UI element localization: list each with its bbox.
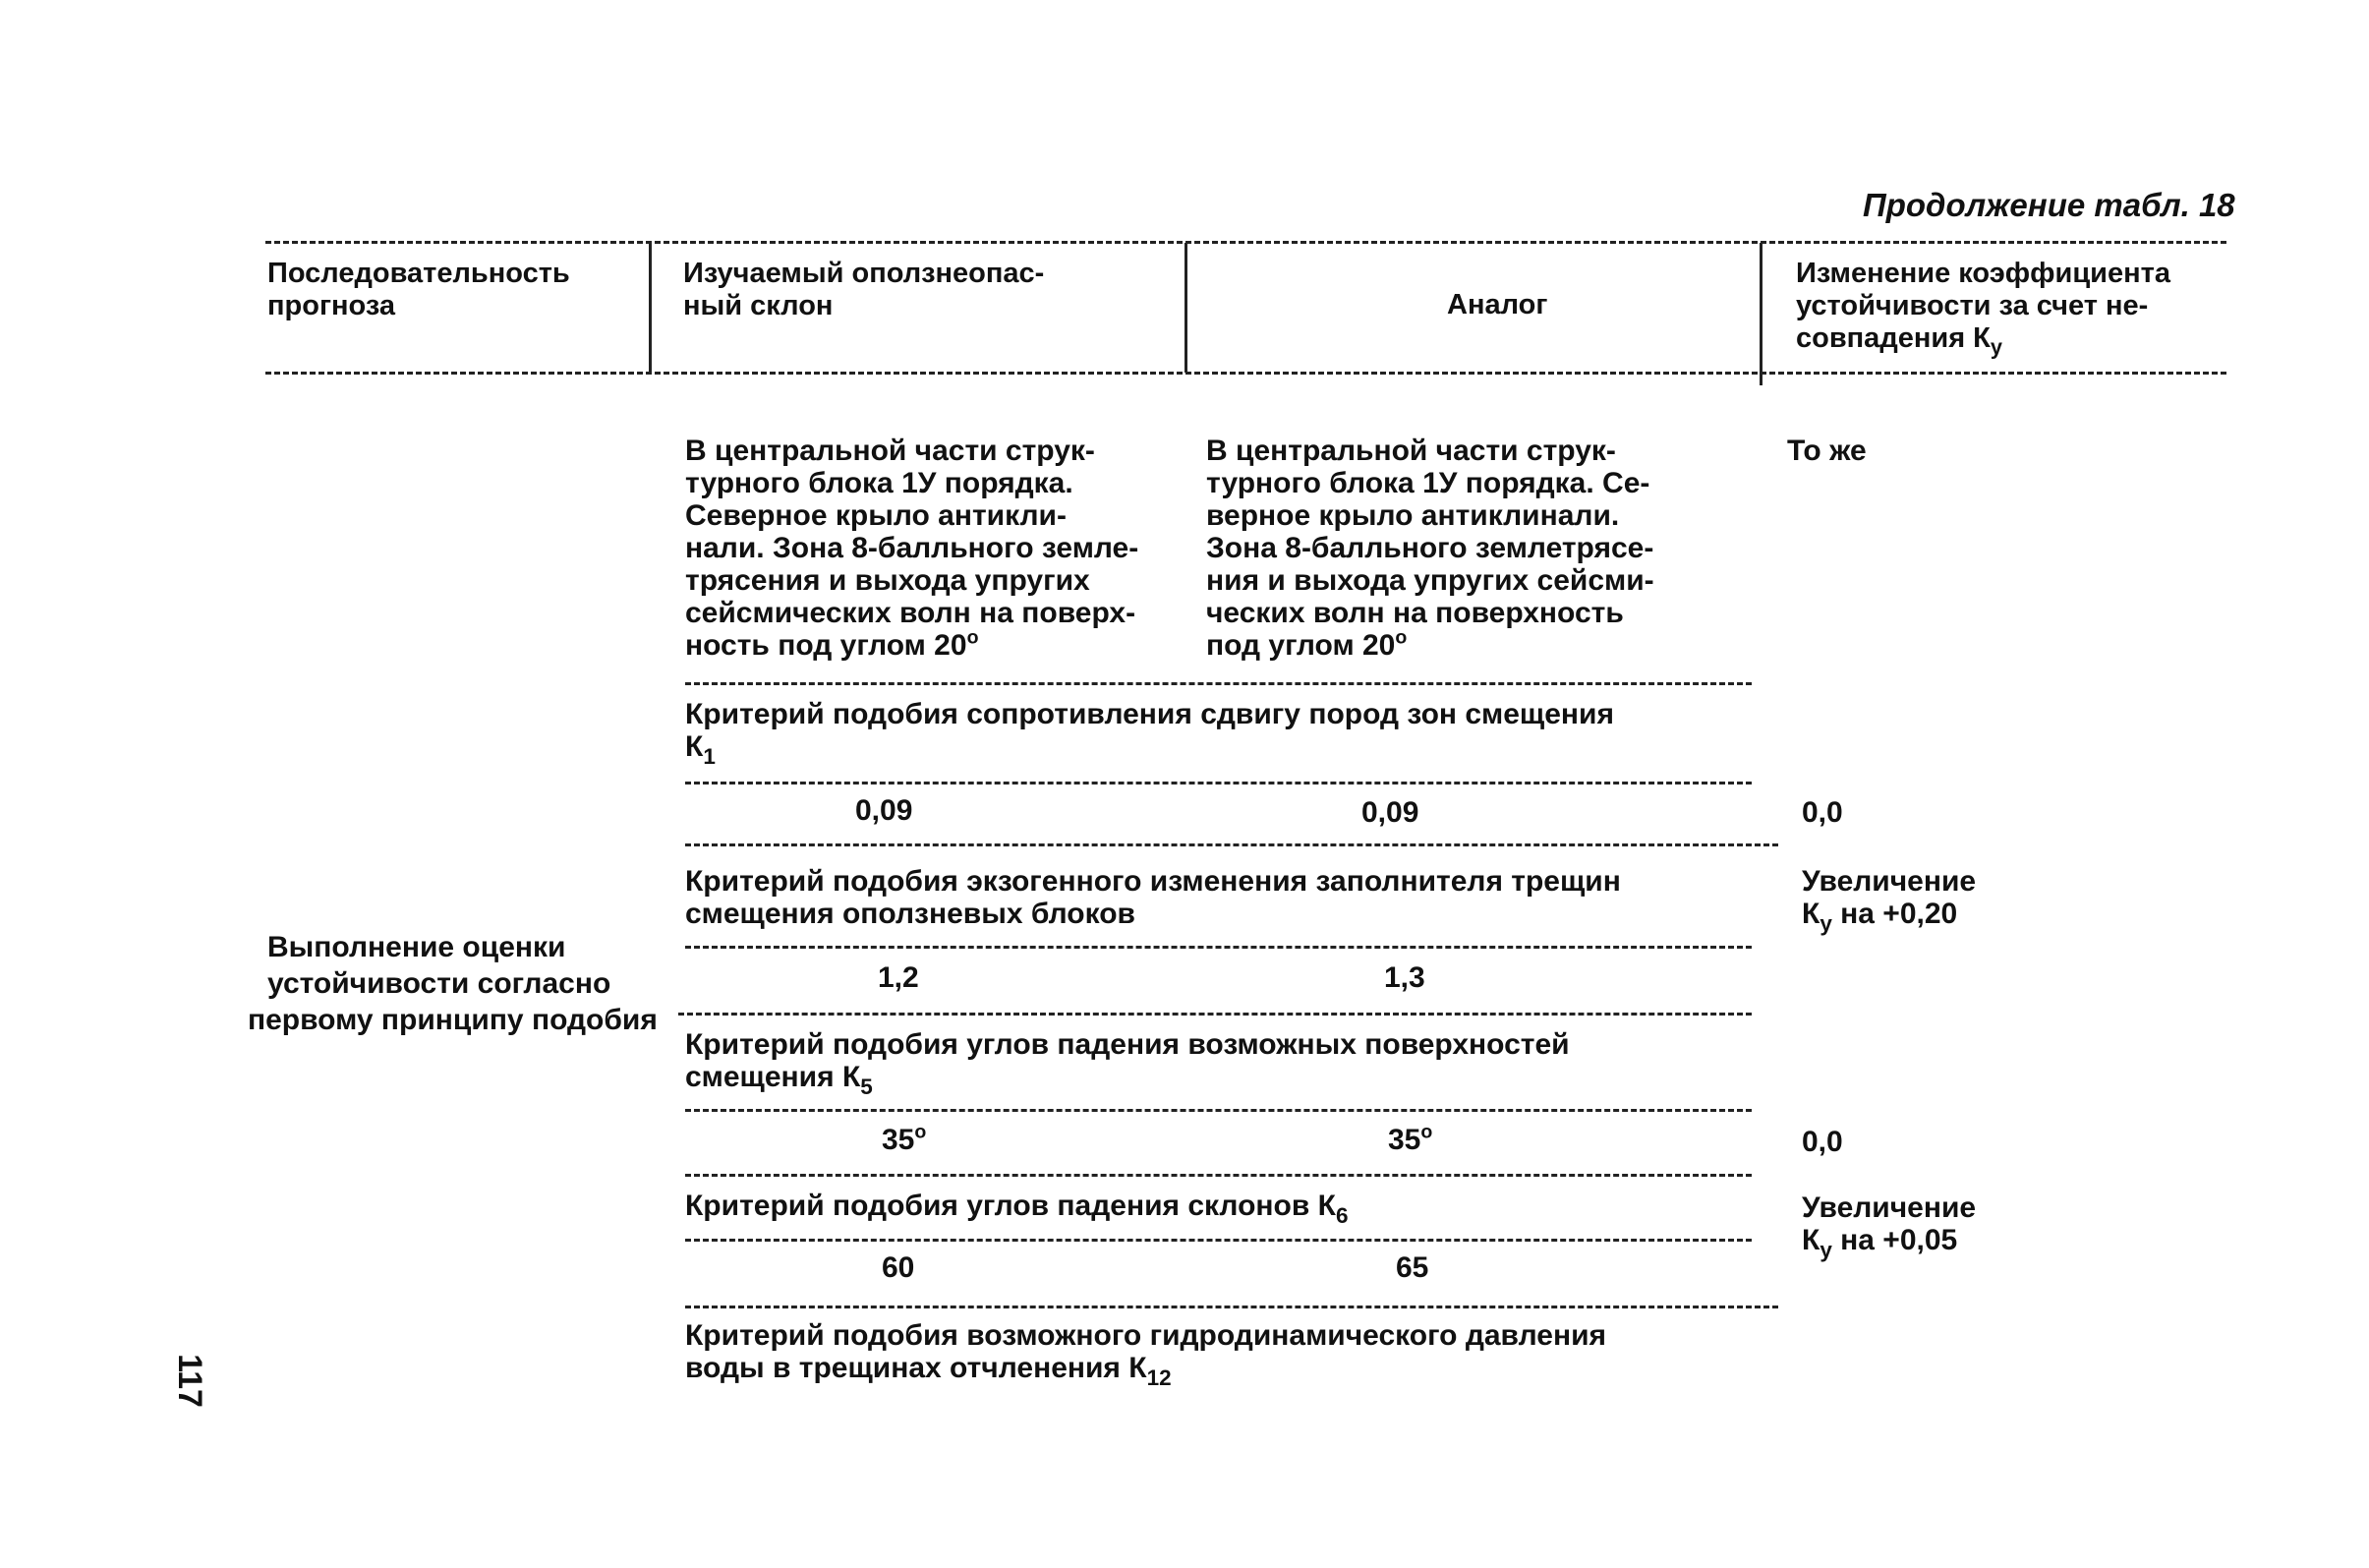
k1-studied-value: 0,09 [855,794,913,827]
k5-studied-value: $35^о$ [882,1121,927,1156]
row-rule [685,946,1752,949]
criterion-k1-title: Критерий подобия сопротивления сдвигу пород зон смещения $К_1$ [685,698,1614,769]
k5-analog-value: $35^о$ [1388,1121,1433,1156]
header-analog: Аналог [1447,289,1548,320]
header-coefficient-change: Изменение коэффициента устойчивости за счет не- совпадения $К_у$ [1796,258,2170,360]
k6-studied-value: 60 [882,1251,915,1284]
row-rule [685,1306,1778,1308]
header-divider-2 [1184,243,1187,373]
criterion-k12-title: Критерий подобия возможного гидродинамического давления воды в трещинах отчленения $К_{12}$ [685,1319,1607,1390]
criterion-k5-title: Критерий подобия углов падения возможных поверхностей смещения $К_5$ [685,1028,1570,1099]
header-bottom-rule [265,372,2226,375]
exo-studied-value: 1,2 [878,961,919,994]
row-rule [685,1239,1752,1242]
page-number: 117 [170,1354,208,1408]
k1-change-value: 0,0 [1802,796,1843,829]
row-rule [685,1109,1752,1112]
row-rule [685,1174,1752,1177]
k1-analog-value: 0,09 [1361,796,1419,829]
table-caption: Продолжение табл. 18 [1863,187,2235,223]
row-rule [685,782,1752,784]
k6-analog-value: 65 [1396,1251,1429,1284]
header-divider-1 [649,243,652,373]
header-divider-3 [1760,243,1762,385]
row-rule [685,682,1752,685]
header-sequence: Последовательность прогноза [267,258,570,321]
location-change: То же [1787,435,1867,467]
studied-location-text: В центральной части струк- турного блока 1У порядка. Северное крыло антикли- нали. Зона 8-балльного земле- трясения и выхода упругих сейсмических волн на поверх- ность под углом $20^о$ [685,435,1139,662]
criterion-exo-title: Критерий подобия экзогенного изменения заполнителя трещин смещения оползневых блоков [685,865,1621,930]
k5-change-value: 0,0 [1802,1126,1843,1158]
exo-analog-value: 1,3 [1384,961,1425,994]
analog-location-text: В центральной части струк- турного блока 1У порядка. Се- верное крыло антиклинали. Зона 8-балльного землетрясе- ния и выхода упругих сейсми- ческих волн на поверхность под углом $20^о$ [1206,435,1654,662]
criterion-k6-title: Критерий подобия углов падения склонов $К_6$ [685,1190,1349,1228]
sequence-label: Выполнение оценки устойчивости согласно первому принципу подобия [248,931,658,1036]
exo-change-value: Увеличение $К_у$ на +0,20 [1802,865,1977,936]
row-rule [685,843,1778,846]
header-studied-slope: Изучаемый оползнеопас- ный склон [683,258,1045,321]
header-top-rule [265,241,2226,244]
row-rule [678,1013,1752,1016]
k6-change-value: Увеличение $К_у$ на +0,05 [1802,1191,1977,1262]
